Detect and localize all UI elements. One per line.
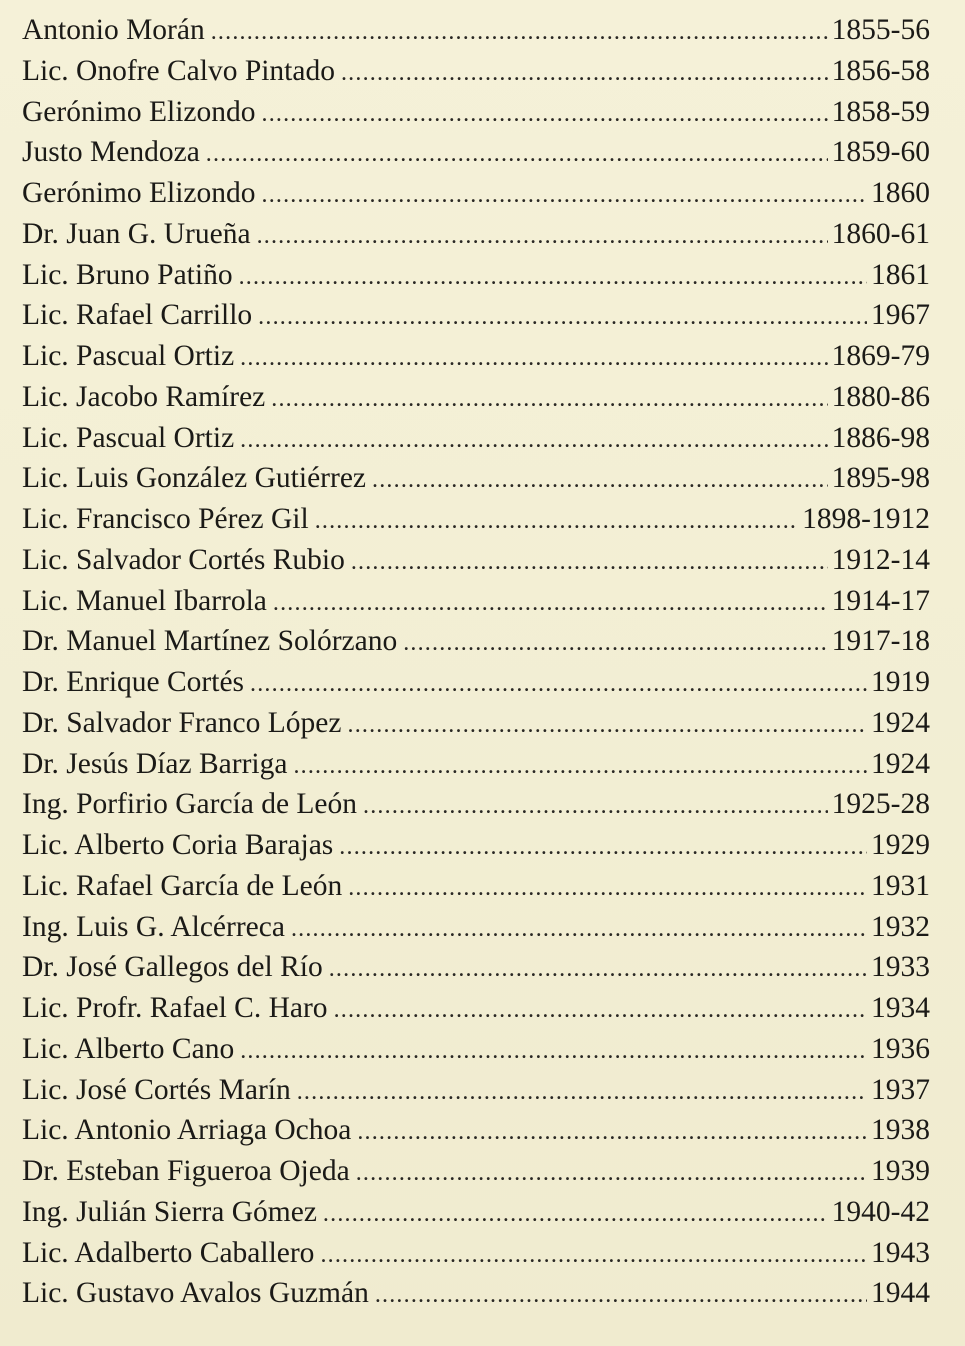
dot-leader [273, 583, 828, 624]
dot-leader [315, 501, 798, 542]
dot-leader [297, 1072, 867, 1113]
entry-years: 1944 [871, 1277, 930, 1310]
entry-name: Lic. Francisco Pérez Gil [22, 503, 309, 535]
entry-name: Dr. Manuel Martínez Solórzano [22, 625, 398, 658]
entry-years: 1856-58 [831, 54, 930, 87]
entry-name: Lic. Alberto Cano [22, 1032, 235, 1065]
entry-name: Gerónimo Elizondo [22, 95, 256, 128]
entry-name: Dr. Juan G. Urueña [22, 217, 251, 250]
entry-years: 1931 [871, 869, 930, 902]
list-item [22, 703, 930, 744]
entry-name: Lic. Jacobo Ramírez [22, 380, 266, 413]
dot-leader [240, 1031, 867, 1072]
entry-years: 1914-17 [831, 584, 930, 617]
entry-years: 1859-60 [831, 136, 930, 169]
list-item [22, 1151, 930, 1192]
entry-years: 1936 [871, 1032, 930, 1065]
entry-years: 1938 [871, 1114, 930, 1147]
entry-years: 1858-59 [831, 95, 930, 128]
dot-leader [351, 542, 828, 583]
entry-years: 1855-56 [831, 14, 930, 46]
entry-years: 1869-79 [831, 340, 930, 372]
entry-years: 1932 [871, 910, 930, 943]
list-item [22, 784, 930, 825]
dot-leader [257, 216, 828, 257]
entry-years: 1860 [871, 177, 930, 209]
entry-years: 1886-98 [831, 421, 930, 454]
dot-leader [262, 94, 828, 135]
list-item [22, 621, 930, 662]
entry-years: 1924 [871, 706, 930, 739]
entry-name: Ing. Julián Sierra Gómez [22, 1195, 317, 1228]
dot-leader [334, 990, 867, 1031]
dot-leader [250, 664, 867, 705]
dot-leader [372, 460, 828, 501]
entry-name: Lic. Gustavo Avalos Guzmán [22, 1277, 369, 1310]
dot-leader [258, 297, 867, 338]
dot-leader [329, 949, 867, 990]
entry-name: Lic. Rafael Carrillo [22, 299, 253, 332]
entry-years: 1934 [871, 992, 930, 1024]
list-item [22, 1233, 930, 1274]
dot-leader [240, 338, 828, 379]
entry-years: 1925-28 [831, 788, 930, 821]
dot-leader [271, 379, 827, 420]
dot-leader [357, 1112, 867, 1153]
entry-name: Lic. Luis González Gutiérrez [22, 462, 367, 495]
entry-name: Lic. José Cortés Marín [22, 1073, 291, 1106]
entry-years: 1895-98 [831, 462, 930, 495]
entry-name: Ing. Porfirio García de León [22, 788, 358, 821]
dot-leader [341, 53, 828, 94]
entry-years: 1912-14 [831, 543, 930, 576]
list-item [22, 947, 930, 988]
entry-years: 1967 [871, 299, 930, 332]
list-item [22, 255, 930, 296]
dot-leader [348, 705, 868, 746]
list-item [22, 988, 930, 1029]
dot-leader [363, 786, 828, 827]
entry-name: Dr. José Gallegos del Río [22, 951, 323, 984]
list-item [22, 825, 930, 866]
entry-years: 1898-1912 [802, 503, 930, 535]
list-item [22, 744, 930, 785]
list-item [22, 499, 930, 540]
dot-leader [348, 868, 867, 909]
entry-years: 1943 [871, 1236, 930, 1269]
list-item [22, 1192, 930, 1233]
dot-leader [240, 420, 828, 461]
list-item [22, 92, 930, 133]
entry-name: Lic. Rafael García de León [22, 869, 343, 902]
entry-name: Lic. Pascual Ortiz [22, 340, 235, 372]
entry-years: 1919 [871, 666, 930, 698]
entry-years: 1929 [871, 829, 930, 861]
entry-name: Justo Mendoza [22, 136, 200, 169]
dot-leader [356, 1153, 867, 1194]
list-item [22, 581, 930, 622]
list-item [22, 132, 930, 173]
entry-name: Lic. Salvador Cortés Rubio [22, 543, 345, 576]
entry-name: Lic. Manuel Ibarrola [22, 584, 267, 617]
list-item [22, 458, 930, 499]
entry-name: Lic. Onofre Calvo Pintado [22, 54, 335, 87]
entry-name: Ing. Luis G. Alcérreca [22, 910, 285, 943]
entry-name: Lic. Adalberto Caballero [22, 1236, 315, 1269]
dot-leader [323, 1194, 828, 1235]
entry-name: Antonio Morán [22, 14, 205, 46]
list-item [22, 418, 930, 459]
list-item [22, 295, 930, 336]
entry-name: Lic. Profr. Rafael C. Haro [22, 992, 328, 1024]
dot-leader [375, 1275, 867, 1316]
entry-years: 1924 [871, 747, 930, 780]
dot-leader [291, 909, 867, 950]
list-item [22, 1110, 930, 1151]
entry-list [22, 10, 930, 1314]
list-item [22, 173, 930, 214]
list-item [22, 336, 930, 377]
list-item [22, 1273, 930, 1314]
list-item [22, 10, 930, 51]
list-item [22, 866, 930, 907]
entry-name: Dr. Enrique Cortés [22, 666, 245, 698]
entry-years: 1937 [871, 1073, 930, 1106]
entry-years: 1860-61 [831, 217, 930, 250]
entry-name: Lic. Alberto Coria Barajas [22, 829, 334, 861]
entry-years: 1917-18 [831, 625, 930, 658]
entry-years: 1939 [871, 1155, 930, 1187]
dot-leader [293, 746, 867, 787]
list-item [22, 214, 930, 255]
entry-years: 1940-42 [831, 1195, 930, 1228]
dot-leader [262, 175, 868, 216]
list-item [22, 1029, 930, 1070]
dot-leader [403, 623, 827, 664]
entry-name: Gerónimo Elizondo [22, 177, 256, 209]
list-item [22, 51, 930, 92]
entry-years: 1880-86 [831, 380, 930, 413]
dot-leader [211, 12, 828, 53]
entry-name: Dr. Salvador Franco López [22, 706, 342, 739]
dot-leader [206, 134, 828, 175]
entry-years: 1933 [871, 951, 930, 984]
list-item [22, 662, 930, 703]
entry-name: Dr. Esteban Figueroa Ojeda [22, 1155, 350, 1187]
list-item [22, 377, 930, 418]
dot-leader [339, 827, 867, 868]
entry-name: Lic. Antonio Arriaga Ochoa [22, 1114, 352, 1147]
list-item [22, 540, 930, 581]
entry-name: Lic. Pascual Ortiz [22, 421, 235, 454]
list-item [22, 1070, 930, 1111]
dot-leader [320, 1235, 867, 1276]
dot-leader [239, 257, 867, 298]
list-item [22, 907, 930, 948]
entry-name: Dr. Jesús Díaz Barriga [22, 747, 288, 780]
entry-years: 1861 [871, 258, 930, 291]
entry-name: Lic. Bruno Patiño [22, 258, 233, 291]
